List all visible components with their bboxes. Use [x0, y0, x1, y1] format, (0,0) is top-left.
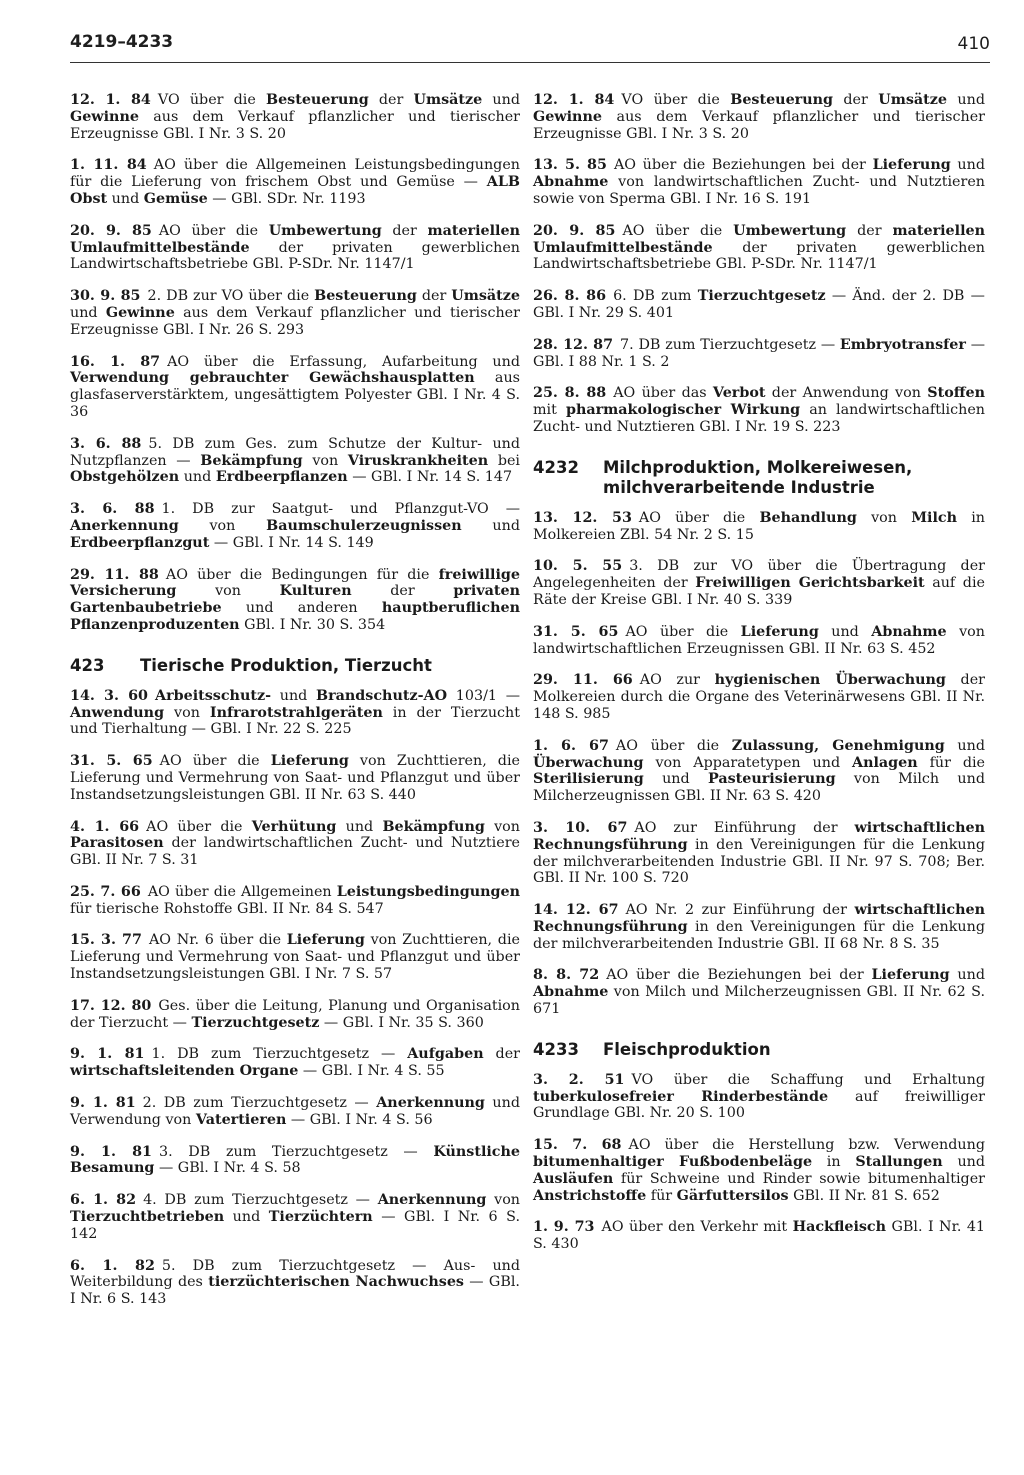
law-entry [70, 436, 520, 486]
entry-keyword: Brandschutz-AO [316, 687, 448, 704]
entry-text: von [302, 452, 348, 469]
entry-text: in der Tierzucht und Tierhaltung — GBl. I Nr. 22 S. 225 [70, 704, 521, 738]
entry-date: 4. 1. 66 [70, 818, 140, 835]
entry-text: AO Nr. 6 über die [148, 932, 287, 949]
entry-date: 6. 1. 82 [70, 1257, 155, 1274]
entry-text: AO über das [613, 385, 713, 402]
law-entry [533, 967, 985, 1017]
right-column [533, 92, 985, 1268]
entry-keyword: Ausläufen [533, 1170, 614, 1187]
entry-keyword: Umbewertung [733, 222, 847, 239]
entry-text: 4. DB zum Tierzuchtgesetz — [143, 1192, 378, 1209]
entry-keyword: Umsätze [878, 92, 947, 108]
law-entry [70, 998, 520, 1032]
entry-text: — GBl. SDr. Nr. 1193 [207, 190, 366, 207]
entry-keyword: materiellen Umlaufmittelbestände [70, 222, 520, 256]
entry-text: an landwirtschaftlichen Zucht- und Nutztieren GBl. I Nr. 19 S. 223 [533, 402, 985, 435]
entry-text: Ges. über die Leitung, Planung und Organisation der Tierzucht — [70, 997, 520, 1031]
entry-text: der privaten gewerblichen Landwirtschaftsbetriebe GBl. P-SDr. Nr. 1147/1 [533, 239, 985, 273]
entry-keyword: wirtschaftlichen Rechnungsführung [533, 819, 985, 853]
law-entry [70, 1144, 520, 1178]
entry-date: 1. 9. 73 [533, 1219, 595, 1236]
entry-date: 3. 6. 88 [70, 501, 155, 518]
entry-keyword: Tierzuchtgesetz [697, 288, 826, 305]
entry-text: von landwirtschaftlichen Zucht- und Nutztieren sowie von Sperma GBl. I Nr. 16 S. 191 [533, 174, 985, 207]
entry-keyword: Freiwilligen Gerichtsbarkeit [695, 575, 925, 592]
entry-text: und [949, 967, 985, 984]
entry-keyword: Milch [911, 509, 957, 526]
entry-keyword: wirtschaftsleitenden Organe [70, 1063, 299, 1080]
entry-text: und [950, 157, 985, 174]
entry-keyword: tierzüchterischen Nachwuchses [208, 1274, 464, 1291]
entry-text: VO über die [157, 92, 266, 108]
entry-text: und [271, 687, 317, 704]
entry-date: 31. 5. 65 [70, 753, 153, 770]
entry-keyword: Arbeitsschutz- [155, 687, 272, 704]
entry-text: und [944, 737, 985, 754]
entry-text: GBl. I Nr. 41 S. 430 [533, 1219, 986, 1253]
law-entry [70, 567, 520, 634]
law-entry [70, 354, 520, 421]
entry-keyword: Anlagen [852, 754, 918, 771]
entry-keyword: Besteuerung [266, 92, 369, 108]
left-column [70, 92, 520, 1323]
entry-text: von [176, 583, 280, 600]
entry-date: 28. 12. 87 [533, 336, 614, 353]
entry-text: von [856, 509, 912, 526]
entry-text: von Zuchttieren, die Lieferung und Vermehrung von Saat- und Pflanzgut und über Instandsetzungsleistungen GBl. I Nr. 7 S. 57 [70, 932, 520, 983]
entry-text: — GBl. I Nr. 4 S. 56 [286, 1111, 433, 1128]
entry-text: und [70, 304, 106, 321]
entry-keyword: Erdbeerpflanzen [215, 469, 348, 486]
entry-keyword: Umbewertung [268, 222, 382, 239]
entry-text: GBl. II Nr. 81 S. 652 [788, 1187, 940, 1204]
entry-text: 2. DB zum Tierzuchtgesetz — [142, 1095, 377, 1112]
entry-keyword: Lieferung [871, 967, 950, 984]
entry-text: für die [917, 754, 985, 771]
entry-text: der [483, 1046, 520, 1063]
entry-text: AO über die Allgemeinen Leistungsbedingungen für die Lieferung von frischem Obst und Gemüse — [70, 157, 520, 191]
entry-text: für [646, 1187, 677, 1204]
entry-keyword: Tierzuchtbetrieben [70, 1209, 225, 1226]
entry-text: und [336, 818, 383, 835]
entry-text: AO Nr. 2 zur Einführung der [625, 902, 855, 919]
entry-text: von Apparatetypen und [643, 754, 852, 771]
entry-keyword: Lieferung [872, 157, 951, 174]
section-title: Fleischproduktion [603, 1039, 771, 1059]
entry-text: von [164, 704, 210, 721]
entry-date: 29. 11. 88 [70, 566, 159, 583]
law-entry [70, 753, 520, 803]
entry-date: 25. 7. 66 [70, 883, 141, 900]
entry-keyword: Tierzuchtgesetz [191, 1014, 320, 1031]
entry-text: AO über die Beziehungen bei der [613, 157, 873, 174]
law-entry [533, 1072, 985, 1122]
entry-text: 103/1 — [447, 687, 520, 704]
section-title: Tierische Produktion, Tierzucht [140, 655, 432, 675]
entry-keyword: Anerkennung [376, 1095, 485, 1112]
entry-text: für Schweine und Rinder sowie bitumenhaltiger [613, 1170, 985, 1187]
entry-date: 9. 1. 81 [70, 1095, 136, 1112]
entry-text: der [846, 222, 893, 239]
entry-date: 13. 5. 85 [533, 157, 607, 174]
law-entry [533, 738, 985, 805]
entry-date: 1. 11. 84 [70, 157, 147, 174]
entry-text: AO über die Allgemeinen [147, 883, 337, 900]
entry-date: 6. 1. 82 [70, 1192, 137, 1209]
page-number: 410 [957, 34, 990, 54]
entry-keyword: Verbot [712, 385, 766, 402]
entry-keyword: Obstgehölzen [70, 469, 180, 486]
entry-keyword: Kulturen [279, 583, 352, 600]
law-entry [533, 337, 985, 371]
entry-keyword: Bekämpfung [200, 452, 303, 469]
entry-keyword: Besteuerung [730, 92, 833, 108]
entry-text: und [942, 1154, 986, 1171]
law-entry [533, 624, 985, 658]
entry-date: 3. 2. 51 [533, 1071, 625, 1088]
header-rule [70, 62, 990, 63]
law-entry [70, 884, 520, 918]
entry-date: 13. 12. 53 [533, 509, 632, 526]
entry-keyword: Anstrichstoffe [533, 1187, 647, 1204]
entry-text: von Milch und Milcherzeugnissen GBl. II Nr. 62 S. 671 [533, 984, 985, 1018]
law-entry [70, 288, 520, 338]
entry-keyword: Gewinne [105, 304, 175, 321]
entry-text: und [224, 1209, 269, 1226]
entry-keyword: Gewinne [533, 108, 602, 125]
entry-text: AO zur Einführung der [634, 819, 855, 836]
law-entry [70, 1046, 520, 1080]
entry-text: für tierische Rohstoffe GBl. II Nr. 84 S. 547 [70, 900, 384, 917]
law-entry [70, 92, 520, 142]
entry-text: und Verwendung von [70, 1095, 520, 1128]
entry-date: 25. 8. 88 [533, 385, 607, 402]
entry-text: und [461, 517, 520, 534]
entry-text: der Molkereien durch die Organe des Veterinärwesens GBl. II Nr. 148 S. 985 [533, 672, 985, 722]
entry-keyword: Gärfuttersilos [676, 1187, 789, 1204]
entry-keyword: Abnahme [533, 174, 609, 191]
entry-text: VO über die [621, 92, 731, 108]
entry-text: 2. DB zur VO über die [147, 288, 315, 305]
entry-keyword: Lieferung [270, 753, 349, 770]
section-heading [533, 458, 985, 498]
law-entry [533, 1219, 985, 1253]
entry-text: — GBl. I 88 Nr. 1 S. 2 [533, 336, 985, 370]
entry-keyword: Gemüse [143, 190, 208, 207]
entry-text: AO über die [625, 623, 741, 640]
entry-text: der [368, 92, 414, 108]
entry-keyword: Lieferung [740, 623, 819, 640]
law-entry [70, 1095, 520, 1129]
entry-keyword: Vatertieren [195, 1111, 287, 1128]
entry-text: in den Vereinigungen für die Lenkung der milchverarbeitenden Industrie GBl. II Nr. 97 S. 708; Ber. GBl. II Nr. 100 S. 720 [533, 836, 985, 887]
entry-text: der [833, 92, 879, 108]
entry-date: 29. 11. 66 [533, 672, 633, 689]
entry-keyword: ALB Obst [70, 174, 520, 207]
entry-keyword: Embryotransfer [839, 336, 966, 353]
entry-keyword: Bekämpfung [382, 818, 485, 835]
entry-text: 5. DB zum Tierzuchtgesetz — Aus- und Weiterbildung des [70, 1257, 521, 1291]
section-number: 4233 [533, 1039, 579, 1059]
entry-keyword: Hackfleisch [792, 1219, 887, 1236]
entry-text: und anderen [221, 600, 382, 617]
entry-text: von Zuchttieren, die Lieferung und Vermehrung von Saat- und Pflanzgut und über Instandsetzungsleistungen GBl. II Nr. 63 S. 440 [70, 753, 520, 803]
entry-keyword: hauptberuflichen Pflanzenproduzenten [70, 600, 520, 633]
entry-text: der privaten gewerblichen Landwirtschaftsbetriebe GBl. P-SDr. Nr. 1147/1 [70, 239, 520, 273]
entry-text: von [178, 517, 267, 534]
entry-keyword: Stoffen [927, 385, 985, 402]
entry-keyword: Anerkennung [377, 1192, 487, 1209]
law-entry [533, 672, 985, 722]
law-entry [70, 819, 520, 869]
law-entry [70, 1192, 520, 1242]
entry-text: in den Vereinigungen für die Lenkung der milchverarbeitenden Industrie GBl. II 68 Nr. 8 S. 35 [533, 918, 985, 952]
entry-date: 9. 1. 81 [70, 1046, 145, 1063]
entry-text: AO über den Verkehr mit [601, 1219, 793, 1236]
entry-text: von [486, 1192, 521, 1209]
entry-date: 3. 10. 67 [533, 819, 628, 836]
entry-text: — Änd. der 2. DB — GBl. I Nr. 29 S. 401 [533, 288, 985, 321]
entry-date: 20. 9. 85 [533, 222, 616, 239]
entry-text: mit [533, 402, 566, 419]
entry-keyword: Abnahme [533, 984, 609, 1001]
entry-keyword: Tierzüchtern [268, 1209, 373, 1226]
entry-keyword: Künstliche Besamung [70, 1143, 521, 1177]
entry-date: 17. 12. 80 [70, 997, 152, 1014]
law-entry [533, 223, 985, 273]
entry-text: der Anwendung von [765, 385, 928, 402]
entry-text: von Milch und Milcherzeugnissen GBl. II Nr. 63 S. 420 [533, 771, 985, 805]
entry-text: — GBl. I Nr. 6 S. 143 [70, 1274, 520, 1308]
entry-keyword: Verhütung [251, 818, 337, 835]
section-range: 4219–4233 [70, 32, 174, 52]
entry-keyword: Baumschulerzeugnissen [266, 517, 462, 534]
entry-text: AO über die Herstellung bzw. Verwendung [628, 1137, 985, 1154]
entry-date: 26. 8. 86 [533, 288, 607, 305]
entry-keyword: Überwachung [533, 754, 644, 771]
law-entry [533, 1137, 985, 1204]
entry-date: 12. 1. 84 [533, 92, 615, 108]
entry-date: 3. 6. 88 [70, 435, 142, 452]
law-entry [533, 92, 985, 142]
law-entry [533, 558, 985, 608]
entry-date: 31. 5. 65 [533, 623, 619, 640]
entry-text: — GBl. I Nr. 14 S. 147 [347, 469, 513, 486]
law-entry [70, 1258, 520, 1308]
entry-text: in [812, 1154, 856, 1171]
entry-text: in Molkereien ZBl. 54 Nr. 2 S. 15 [533, 509, 985, 543]
entry-text: 3. DB zur VO über die Übertragung der Angelegenheiten der [533, 558, 985, 592]
entry-keyword: Viruskrankheiten [347, 452, 489, 469]
entry-keyword: Anerkennung [70, 517, 179, 534]
entry-keyword: freiwillige Versicherung [70, 566, 520, 600]
entry-keyword: Infrarotstrahlgeräten [209, 704, 383, 721]
entry-text: AO über die [146, 818, 252, 835]
entry-date: 30. 9. 85 [70, 288, 141, 305]
entry-keyword: Parasitosen [70, 835, 164, 852]
entry-keyword: Behandlung [759, 509, 857, 526]
entry-text: aus dem Verkauf pflanzlicher und tierischer Erzeugnisse GBl. I Nr. 3 S. 20 [533, 108, 985, 142]
entry-date: 20. 9. 85 [70, 222, 152, 239]
entry-keyword: Umsätze [451, 288, 520, 305]
entry-date: 16. 1. 87 [70, 353, 161, 370]
entry-keyword: Anwendung [70, 704, 165, 721]
page-header [70, 28, 990, 68]
entry-keyword: Abnahme [871, 623, 947, 640]
law-entry [533, 902, 985, 952]
law-entry [70, 688, 520, 738]
section-heading [533, 1040, 985, 1060]
entry-text: und [482, 92, 520, 108]
entry-text: 1. DB zur Saatgut- und Pflanzgut-VO — [161, 501, 521, 518]
entry-keyword: Leistungsbedingungen [336, 883, 520, 900]
entry-text: 3. DB zum Tierzuchtgesetz — [158, 1143, 434, 1160]
entry-keyword: hygienischen Überwachung [714, 672, 946, 689]
entry-text: AO über die [159, 753, 271, 770]
entry-text: von [484, 818, 521, 835]
entry-keyword: pharmakologischer Wirkung [565, 402, 801, 419]
entry-keyword: Stallungen [855, 1154, 943, 1171]
section-heading [70, 656, 520, 676]
entry-keyword: Pasteurisierung [707, 771, 836, 788]
entry-text: der [381, 222, 428, 239]
entry-text: AO über die Bedingungen für die [165, 566, 439, 583]
entry-date: 14. 3. 60 [70, 687, 148, 704]
entry-text: und [179, 469, 216, 486]
entry-keyword: Gewinne [70, 108, 139, 125]
entry-keyword: tuberkulosefreier Rinderbestände [533, 1088, 829, 1105]
entry-text: bei [488, 452, 520, 469]
entry-keyword: Sterilisierung [533, 771, 644, 788]
entry-text: AO zur [639, 672, 715, 689]
entry-text: aus dem Verkauf pflanzlicher und tierischer Erzeugnisse GBl. I Nr. 26 S. 293 [70, 304, 520, 338]
entry-text: — GBl. I Nr. 14 S. 149 [209, 534, 374, 551]
entry-keyword: Zulassung, Genehmigung [731, 737, 945, 754]
entry-keyword: wirtschaftlichen Rechnungsführung [533, 902, 985, 935]
law-entry [533, 385, 985, 435]
law-entry [533, 157, 985, 207]
entry-text: 5. DB zum Ges. zum Schutze der Kultur- und Nutzpflanzen — [70, 435, 521, 469]
entry-text: der [351, 583, 454, 600]
law-entry [533, 288, 985, 322]
entry-text: — GBl. I Nr. 6 S. 142 [70, 1209, 520, 1242]
section-number: 4232 [533, 457, 579, 477]
entry-text: AO über die [622, 222, 734, 239]
law-entry [533, 820, 985, 887]
entry-text: und [818, 623, 872, 640]
law-entry [70, 157, 520, 207]
entry-text: AO über die Beziehungen bei der [606, 967, 872, 984]
entry-text: und [643, 771, 708, 788]
entry-keyword: Verwendung gebrauchter Gewächshausplatten [70, 370, 475, 387]
entry-text: 7. DB zum Tierzuchtgesetz — [620, 336, 840, 353]
entry-text: AO über die [638, 509, 760, 526]
entry-text: der landwirtschaftlichen Zucht- und Nutztiere GBl. II Nr. 7 S. 31 [70, 835, 520, 869]
entry-date: 14. 12. 67 [533, 902, 619, 919]
entry-keyword: Erdbeerpflanzgut [70, 534, 210, 551]
entry-keyword: Umsätze [413, 92, 483, 108]
law-entry [70, 501, 520, 551]
entry-keyword: Lieferung [286, 932, 365, 949]
section-title: Milchproduktion, Molkereiwesen, milchverarbeitende Industrie [603, 457, 913, 497]
entry-keyword: Aufgaben [407, 1046, 484, 1063]
entry-text: und [947, 92, 985, 108]
entry-date: 10. 5. 55 [533, 558, 623, 575]
section-number: 423 [70, 655, 105, 675]
entry-text: und [107, 190, 144, 207]
entry-text: VO über die Schaffung und Erhaltung [631, 1071, 985, 1088]
entry-text: GBl. I Nr. 30 S. 354 [239, 616, 386, 633]
entry-text: — GBl. I Nr. 4 S. 55 [298, 1063, 445, 1080]
entry-text: aus glasfaserverstärktem, ungesättigtem Polyester GBl. I Nr. 4 S. 36 [70, 370, 520, 420]
entry-keyword: privaten Gartenbaubetriebe [70, 583, 520, 617]
entry-text: 6. DB zum [613, 288, 698, 305]
entry-text: von landwirtschaftlichen Erzeugnissen GBl. II Nr. 63 S. 452 [533, 623, 985, 657]
entry-date: 9. 1. 81 [70, 1143, 152, 1160]
entry-date: 12. 1. 84 [70, 92, 151, 108]
entry-text: auf freiwilliger Grundlage GBl. Nr. 20 S. 100 [533, 1088, 986, 1122]
entry-keyword: Besteuerung [314, 288, 417, 305]
entry-date: 15. 7. 68 [533, 1137, 622, 1154]
law-entry [70, 932, 520, 982]
entry-text: AO über die Erfassung, Aufarbeitung und [167, 353, 520, 370]
entry-keyword: materiellen Umlaufmittelbestände [533, 222, 985, 256]
entry-text: AO über die [615, 737, 732, 754]
entry-text: — GBl. I Nr. 35 S. 360 [319, 1014, 484, 1031]
entry-text: — GBl. I Nr. 4 S. 58 [154, 1160, 301, 1177]
entry-text: 1. DB zum Tierzuchtgesetz — [151, 1046, 408, 1063]
entry-keyword: bitumenhaltiger Fußbodenbeläge [533, 1154, 813, 1171]
law-entry [70, 223, 520, 273]
law-entry [533, 510, 985, 544]
entry-text: der [416, 288, 452, 305]
entry-date: 1. 6. 67 [533, 737, 609, 754]
entry-text: AO über die [158, 222, 269, 239]
entry-text: aus dem Verkauf pflanzlicher und tierischer Erzeugnisse GBl. I Nr. 3 S. 20 [70, 108, 520, 142]
entry-text: auf die Räte der Kreise GBl. I Nr. 40 S. 339 [533, 575, 985, 608]
entry-date: 15. 3. 77 [70, 932, 142, 949]
entry-date: 8. 8. 72 [533, 967, 600, 984]
